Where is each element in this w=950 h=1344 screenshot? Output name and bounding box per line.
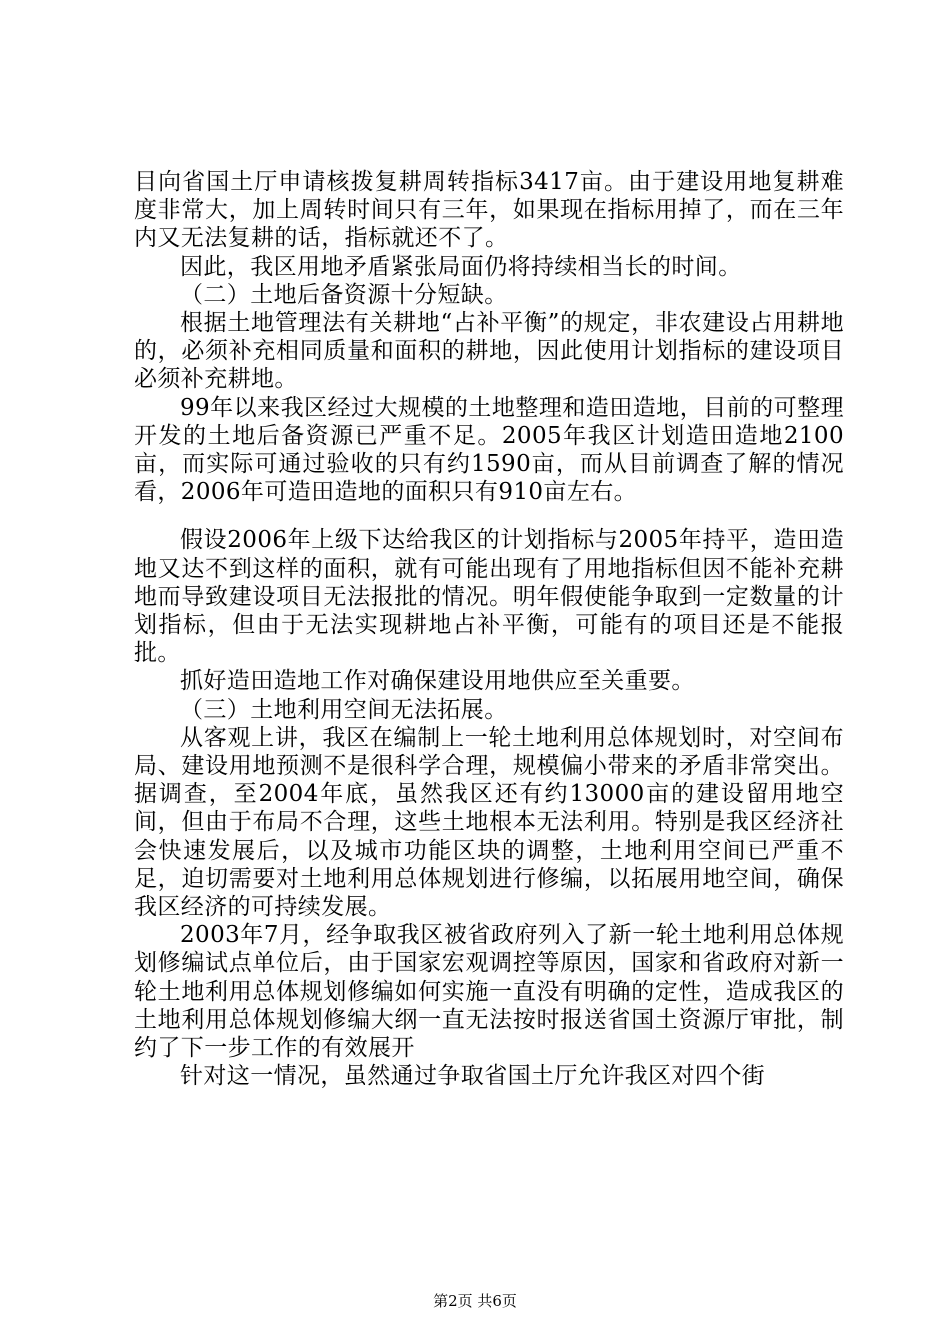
paragraph-regulation: 根据土地管理法有关耕地“占补平衡”的规定，非农建设占用耕地的，必须补充相同质量和面积的耕地，因此使用计划指标的建设项目必须补充耕地。 — [134, 310, 844, 393]
paragraph-2003-pilot: 2003年7月，经争取我区被省政府列入了新一轮土地利用总体规划修编试点单位后，由于国家宏观调控等原因，国家和省政府对新一轮土地利用总体规划修编如何实施一直没有明确的定性，造成我区的土地利用总体规划修编大纲一直无法按时报送省国土资源厅审批，制约了下一步工作的有效展开 — [134, 922, 844, 1062]
paragraph-reserve-shortage: 99年以来我区经过大规模的土地整理和造田造地，目前的可整理开发的土地后备资源已严重不足。2005年我区计划造田造地2100亩，而实际可通过验收的只有约1590亩，而从目前调查了解的情况看，2006年可造田造地的面积只有910亩左右。 — [134, 394, 844, 506]
section-heading-2: （二）土地后备资源十分短缺。 — [180, 281, 508, 308]
document-body — [134, 168, 844, 1091]
paragraph-assumption: 假设2006年上级下达给我区的计划指标与2005年持平，造田造地又达不到这样的面积，就有可能出现有了用地指标但因不能补充耕地而导致建设项目无法报批的情况。明年假使能争取到一定数量的计划指标，但由于无法实现耕地占补平衡，可能有的项目还是不能报批。 — [134, 527, 844, 667]
paragraph-objective: 从客观上讲，我区在编制上一轮土地利用总体规划时，对空间布局、建设用地预测不是很科学合理，规模偏小带来的矛盾非常突出。据调查，至2004年底，虽然我区还有约13000亩的建设留用地空间，但由于布局不合理，这些土地根本无法利用。特别是我区经济社会快速发展后，以及城市功能区块的调整，土地利用空间已严重不足，迫切需要对土地利用总体规划进行修编，以拓展用地空间，确保我区经济的可持续发展。 — [134, 724, 844, 921]
page-footer: 第2页 共6页 — [433, 1292, 517, 1310]
paragraph-conclusion: 因此，我区用地矛盾紧张局面仍将持续相当长的时间。 — [180, 253, 742, 280]
paragraph-continuation: 目向省国土厅申请核拨复耕周转指标3417亩。由于建设用地复耕难度非常大，加上周转时间只有三年，如果现在指标用掉了，而在三年内又无法复耕的话，指标就还不了。 — [134, 169, 844, 252]
paragraph-importance: 抓好造田造地工作对确保建设用地供应至关重要。 — [180, 668, 695, 695]
paragraph-response: 针对这一情况，虽然通过争取省国土厅允许我区对四个街 — [180, 1063, 765, 1090]
section-heading-3: （三）土地利用空间无法拓展。 — [180, 696, 508, 723]
